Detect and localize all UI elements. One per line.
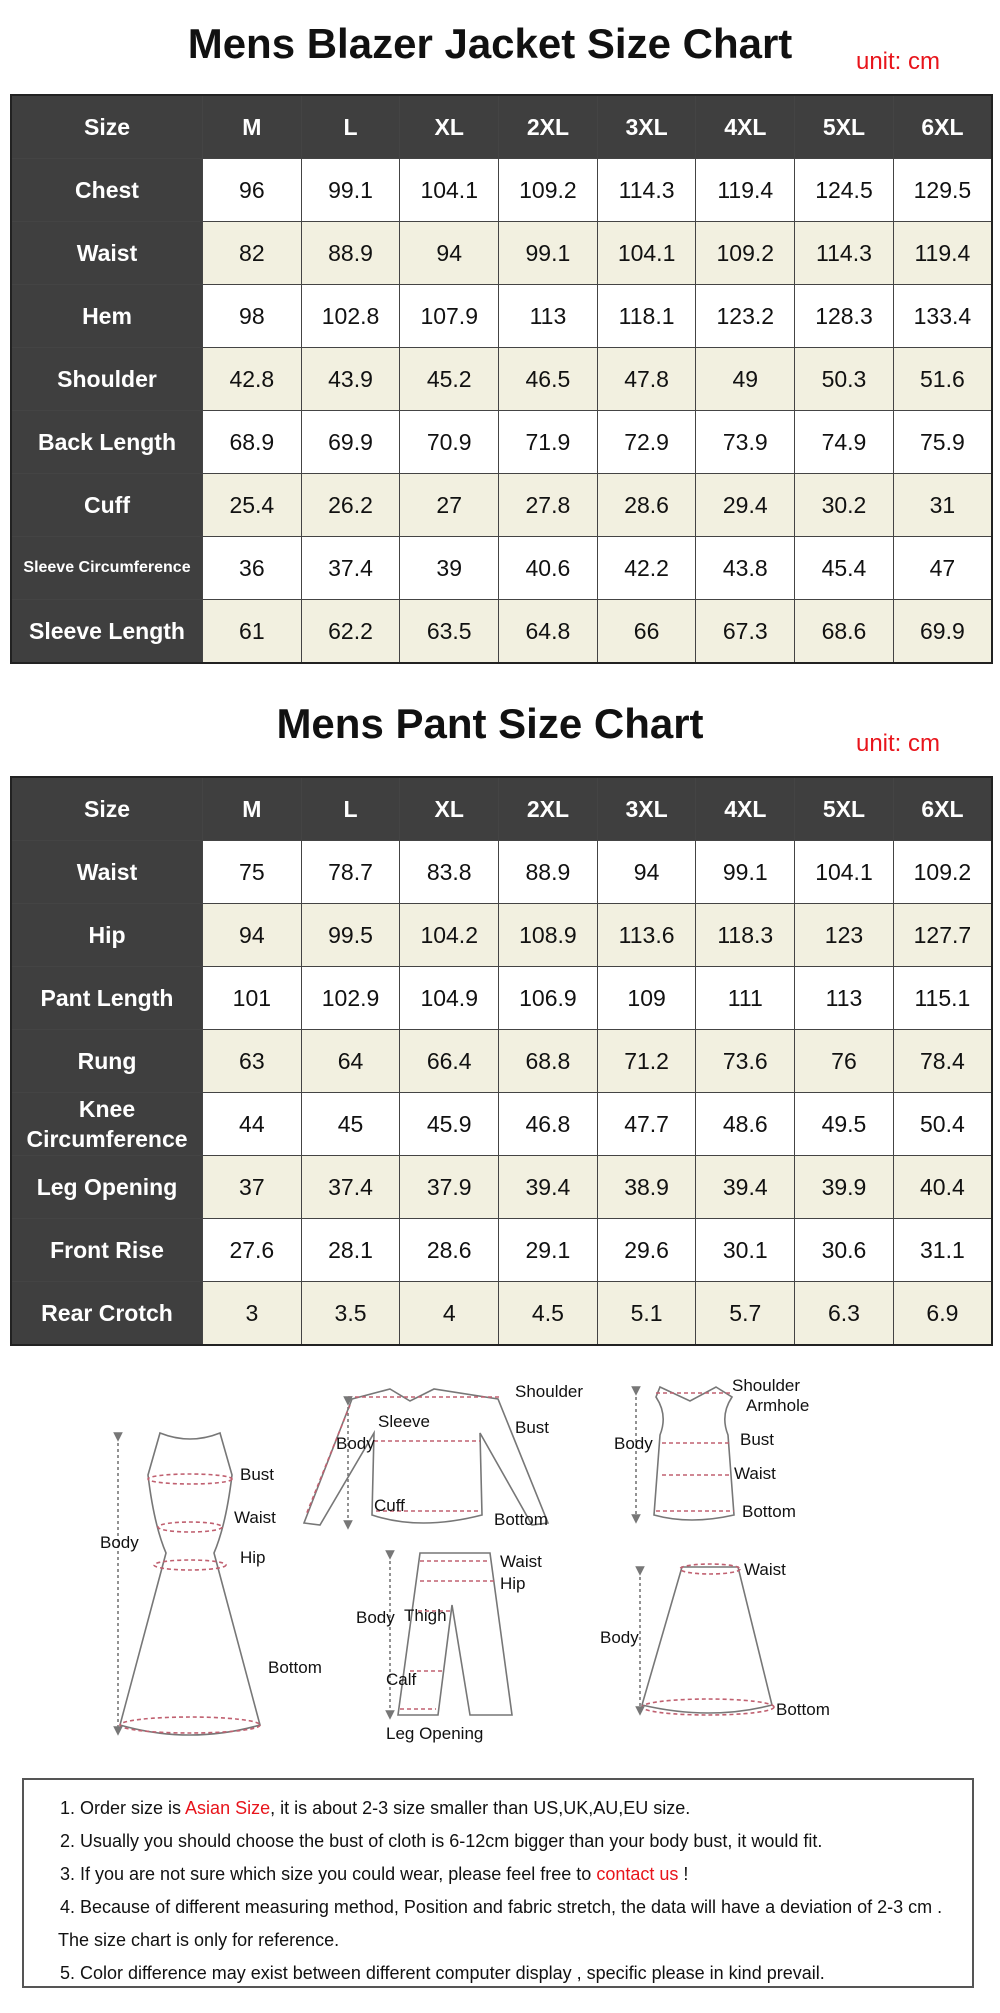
table-row (11, 348, 992, 411)
row-label: Front Rise (11, 1219, 203, 1282)
size-header: L (301, 777, 400, 841)
row-label: Rung (11, 1030, 203, 1093)
measurement-cell: 113 (499, 285, 598, 348)
table-row (11, 537, 992, 600)
measurement-cell: 107.9 (400, 285, 499, 348)
size-header: M (203, 777, 302, 841)
measurement-cell: 78.4 (893, 1030, 992, 1093)
measurement-cell: 98 (203, 285, 302, 348)
measurement-cell: 43.8 (696, 537, 795, 600)
measurement-cell: 31 (893, 474, 992, 537)
row-label: Pant Length (11, 967, 203, 1030)
measurement-cell: 47.8 (597, 348, 696, 411)
measurement-cell: 83.8 (400, 841, 499, 904)
contact-us-link[interactable]: contact us (596, 1864, 679, 1884)
jacket-cuff-label: Cuff (374, 1496, 405, 1515)
measurement-cell: 73.6 (696, 1030, 795, 1093)
pants-body-label: Body (356, 1608, 395, 1627)
diagram-canvas (0, 1375, 1000, 1750)
measurement-cell: 104.1 (597, 222, 696, 285)
measurement-cell: 5.1 (597, 1282, 696, 1346)
row-label: Waist (11, 222, 203, 285)
measurement-cell: 104.1 (400, 159, 499, 222)
jacket-diagram (304, 1389, 548, 1525)
table-row (11, 1093, 992, 1156)
size-header: L (301, 95, 400, 159)
size-header: 3XL (597, 95, 696, 159)
skirt-bottom-label: Bottom (776, 1700, 830, 1719)
measurement-cell: 109.2 (696, 222, 795, 285)
measurement-cell: 73.9 (696, 411, 795, 474)
measurement-cell: 28.1 (301, 1219, 400, 1282)
measurement-cell: 28.6 (400, 1219, 499, 1282)
row-label: Leg Opening (11, 1156, 203, 1219)
note-5: 5. Color difference may exist between different computer display , specific please in kind prevail. (60, 1963, 825, 1983)
measurement-cell: 113.6 (597, 904, 696, 967)
table-row (11, 1219, 992, 1282)
note-1-text-end: , it is about 2-3 size smaller than US,UK,AU,EU size. (270, 1798, 691, 1818)
measurement-cell: 31.1 (893, 1219, 992, 1282)
measurement-cell: 4.5 (499, 1282, 598, 1346)
measurement-cell: 99.1 (696, 841, 795, 904)
vest-shoulder-label: Shoulder (732, 1376, 801, 1395)
measurement-cell: 119.4 (696, 159, 795, 222)
pant-corner-cell: Size (11, 777, 203, 841)
measurement-diagrams (0, 1375, 1000, 1750)
measurement-cell: 47 (893, 537, 992, 600)
measurement-cell: 30.1 (696, 1219, 795, 1282)
measurement-cell: 38.9 (597, 1156, 696, 1219)
measurement-cell: 71.9 (499, 411, 598, 474)
measurement-cell: 36 (203, 537, 302, 600)
row-label: Chest (11, 159, 203, 222)
vest-waist-label: Waist (734, 1464, 776, 1483)
measurement-cell: 51.6 (893, 348, 992, 411)
table-row (11, 841, 992, 904)
measurement-cell: 78.7 (301, 841, 400, 904)
measurement-cell: 63 (203, 1030, 302, 1093)
measurement-cell: 39.4 (696, 1156, 795, 1219)
measurement-cell: 123.2 (696, 285, 795, 348)
table-row (11, 1282, 992, 1346)
blazer-size-table (10, 94, 993, 664)
note-2: 2. Usually you should choose the bust of cloth is 6-12cm bigger than your body bust, it would fit. (60, 1831, 823, 1851)
vest-diagram (636, 1387, 734, 1520)
measurement-cell: 111 (696, 967, 795, 1030)
measurement-cell: 3 (203, 1282, 302, 1346)
pants-leg-opening-label: Leg Opening (386, 1724, 484, 1743)
measurement-cell: 46.8 (499, 1093, 598, 1156)
jacket-shoulder-label: Shoulder (515, 1382, 584, 1401)
size-header: XL (400, 95, 499, 159)
pants-diagram (390, 1553, 512, 1715)
measurement-cell: 94 (597, 841, 696, 904)
measurement-cell: 94 (400, 222, 499, 285)
note-3-text: 3. If you are not sure which size you could wear, please feel free to (60, 1864, 597, 1884)
pants-thigh-label: Thigh (404, 1606, 447, 1625)
measurement-cell: 40.4 (893, 1156, 992, 1219)
measurement-cell: 108.9 (499, 904, 598, 967)
measurement-cell: 62.2 (301, 600, 400, 664)
pant-size-table (10, 776, 993, 1346)
skirt-waist-label: Waist (744, 1560, 786, 1579)
size-header: 4XL (696, 95, 795, 159)
blazer-corner-cell: Size (11, 95, 203, 159)
measurement-cell: 37.4 (301, 1156, 400, 1219)
measurement-cell: 29.6 (597, 1219, 696, 1282)
measurement-cell: 27 (400, 474, 499, 537)
pant-header-row (11, 777, 992, 841)
measurement-cell: 27.8 (499, 474, 598, 537)
dress-bust-label: Bust (240, 1465, 275, 1484)
measurement-cell: 61 (203, 600, 302, 664)
pant-title: Mens Pant Size Chart (276, 700, 704, 747)
measurement-cell: 70.9 (400, 411, 499, 474)
table-row (11, 222, 992, 285)
measurement-cell: 104.2 (400, 904, 499, 967)
table-row (11, 904, 992, 967)
measurement-cell: 42.2 (597, 537, 696, 600)
row-label: Sleeve Length (11, 600, 203, 664)
table-row (11, 1156, 992, 1219)
measurement-cell: 96 (203, 159, 302, 222)
measurement-cell: 37.4 (301, 537, 400, 600)
measurement-cell: 123 (795, 904, 894, 967)
note-3 (60, 1858, 972, 1891)
measurement-cell: 50.4 (893, 1093, 992, 1156)
measurement-cell: 128.3 (795, 285, 894, 348)
table-row (11, 159, 992, 222)
size-header: XL (400, 777, 499, 841)
skirt-body-label: Body (600, 1628, 639, 1647)
dress-bottom-label: Bottom (268, 1658, 322, 1677)
pants-calf-label: Calf (386, 1670, 417, 1689)
size-header: 6XL (893, 95, 992, 159)
measurement-cell: 71.2 (597, 1030, 696, 1093)
dress-hip-label: Hip (240, 1548, 266, 1567)
measurement-cell: 45.2 (400, 348, 499, 411)
measurement-cell: 29.4 (696, 474, 795, 537)
note-1 (60, 1792, 972, 1825)
measurement-cell: 63.5 (400, 600, 499, 664)
table-row (11, 411, 992, 474)
measurement-cell: 64 (301, 1030, 400, 1093)
row-label: Shoulder (11, 348, 203, 411)
jacket-bust-label: Bust (515, 1418, 550, 1437)
measurement-cell: 99.5 (301, 904, 400, 967)
measurement-cell: 30.6 (795, 1219, 894, 1282)
measurement-cell: 47.7 (597, 1093, 696, 1156)
measurement-cell: 68.9 (203, 411, 302, 474)
size-header: 4XL (696, 777, 795, 841)
measurement-cell: 76 (795, 1030, 894, 1093)
measurement-cell: 106.9 (499, 967, 598, 1030)
measurement-cell: 75 (203, 841, 302, 904)
measurement-cell: 64.8 (499, 600, 598, 664)
measurement-cell: 127.7 (893, 904, 992, 967)
measurement-cell: 114.3 (597, 159, 696, 222)
measurement-cell: 69.9 (301, 411, 400, 474)
measurement-cell: 99.1 (499, 222, 598, 285)
size-header: 6XL (893, 777, 992, 841)
size-header: 5XL (795, 95, 894, 159)
table-row (11, 967, 992, 1030)
row-label: Cuff (11, 474, 203, 537)
size-header: M (203, 95, 302, 159)
measurement-cell: 37.9 (400, 1156, 499, 1219)
size-header: 3XL (597, 777, 696, 841)
size-header: 2XL (499, 95, 598, 159)
blazer-table-body (11, 159, 992, 664)
measurement-cell: 6.3 (795, 1282, 894, 1346)
vest-bottom-label: Bottom (742, 1502, 796, 1521)
note-1-text: 1. Order size is (60, 1798, 186, 1818)
measurement-cell: 45 (301, 1093, 400, 1156)
vest-body-label: Body (614, 1434, 653, 1453)
row-label: Hem (11, 285, 203, 348)
measurement-cell: 68.6 (795, 600, 894, 664)
row-label: Hip (11, 904, 203, 967)
measurement-cell: 46.5 (499, 348, 598, 411)
measurement-cell: 66.4 (400, 1030, 499, 1093)
measurement-cell: 129.5 (893, 159, 992, 222)
measurement-cell: 5.7 (696, 1282, 795, 1346)
dress-waist-label: Waist (234, 1508, 276, 1527)
note-4: 4. Because of different measuring method, Position and fabric stretch, the data will have a deviation of 2-3 cm . (60, 1897, 943, 1917)
measurement-cell: 104.1 (795, 841, 894, 904)
measurement-cell: 37 (203, 1156, 302, 1219)
asian-size-highlight: Asian Size (185, 1798, 271, 1818)
measurement-cell: 30.2 (795, 474, 894, 537)
table-row (11, 474, 992, 537)
pants-hip-label: Hip (500, 1574, 526, 1593)
measurement-cell: 50.3 (795, 348, 894, 411)
pant-unit: unit: cm (855, 730, 940, 757)
row-label: Waist (11, 841, 203, 904)
table-row (11, 600, 992, 664)
measurement-cell: 28.6 (597, 474, 696, 537)
jacket-sleeve-label: Sleeve (378, 1412, 430, 1431)
jacket-bottom-label: Bottom (494, 1510, 548, 1529)
measurement-cell: 25.4 (203, 474, 302, 537)
measurement-cell: 113 (795, 967, 894, 1030)
measurement-cell: 119.4 (893, 222, 992, 285)
measurement-cell: 66 (597, 600, 696, 664)
measurement-cell: 133.4 (893, 285, 992, 348)
measurement-cell: 45.9 (400, 1093, 499, 1156)
measurement-cell: 74.9 (795, 411, 894, 474)
measurement-cell: 88.9 (499, 841, 598, 904)
measurement-cell: 72.9 (597, 411, 696, 474)
measurement-cell: 99.1 (301, 159, 400, 222)
blazer-header-row (11, 95, 992, 159)
measurement-cell: 27.6 (203, 1219, 302, 1282)
measurement-cell: 49.5 (795, 1093, 894, 1156)
dress-diagram (118, 1433, 260, 1735)
measurement-cell: 118.3 (696, 904, 795, 967)
row-label: Sleeve Circumference (11, 537, 203, 600)
size-notes (22, 1778, 974, 1988)
blazer-unit: unit: cm (855, 48, 940, 75)
measurement-cell: 69.9 (893, 600, 992, 664)
vest-bust-label: Bust (740, 1430, 775, 1449)
pants-waist-label: Waist (500, 1552, 542, 1571)
measurement-cell: 75.9 (893, 411, 992, 474)
measurement-cell: 40.6 (499, 537, 598, 600)
measurement-cell: 48.6 (696, 1093, 795, 1156)
row-label: Rear Crotch (11, 1282, 203, 1346)
row-label: Knee Circumference (11, 1093, 203, 1156)
blazer-title: Mens Blazer Jacket Size Chart (187, 20, 793, 67)
measurement-cell: 109 (597, 967, 696, 1030)
jacket-body-label: Body (336, 1434, 375, 1453)
dress-body-label: Body (100, 1533, 139, 1552)
measurement-cell: 118.1 (597, 285, 696, 348)
measurement-cell: 44 (203, 1093, 302, 1156)
measurement-cell: 26.2 (301, 474, 400, 537)
measurement-cell: 29.1 (499, 1219, 598, 1282)
pant-table-body (11, 841, 992, 1346)
measurement-cell: 114.3 (795, 222, 894, 285)
measurement-cell: 102.9 (301, 967, 400, 1030)
measurement-cell: 39.4 (499, 1156, 598, 1219)
measurement-cell: 6.9 (893, 1282, 992, 1346)
measurement-cell: 45.4 (795, 537, 894, 600)
measurement-cell: 109.2 (893, 841, 992, 904)
measurement-cell: 94 (203, 904, 302, 967)
measurement-cell: 4 (400, 1282, 499, 1346)
measurement-cell: 42.8 (203, 348, 302, 411)
note-3-text-end: ! (678, 1864, 689, 1884)
measurement-cell: 88.9 (301, 222, 400, 285)
size-header: 2XL (499, 777, 598, 841)
measurement-cell: 39 (400, 537, 499, 600)
measurement-cell: 3.5 (301, 1282, 400, 1346)
vest-armhole-label: Armhole (746, 1396, 810, 1415)
measurement-cell: 115.1 (893, 967, 992, 1030)
measurement-cell: 109.2 (499, 159, 598, 222)
measurement-cell: 102.8 (301, 285, 400, 348)
measurement-cell: 104.9 (400, 967, 499, 1030)
measurement-cell: 101 (203, 967, 302, 1030)
table-row (11, 1030, 992, 1093)
table-row (11, 285, 992, 348)
measurement-cell: 82 (203, 222, 302, 285)
skirt-diagram (640, 1564, 774, 1715)
measurement-cell: 124.5 (795, 159, 894, 222)
measurement-cell: 39.9 (795, 1156, 894, 1219)
row-label: Back Length (11, 411, 203, 474)
measurement-cell: 68.8 (499, 1030, 598, 1093)
note-4-continued: The size chart is only for reference. (58, 1930, 340, 1950)
measurement-cell: 49 (696, 348, 795, 411)
size-header: 5XL (795, 777, 894, 841)
measurement-cell: 43.9 (301, 348, 400, 411)
measurement-cell: 67.3 (696, 600, 795, 664)
